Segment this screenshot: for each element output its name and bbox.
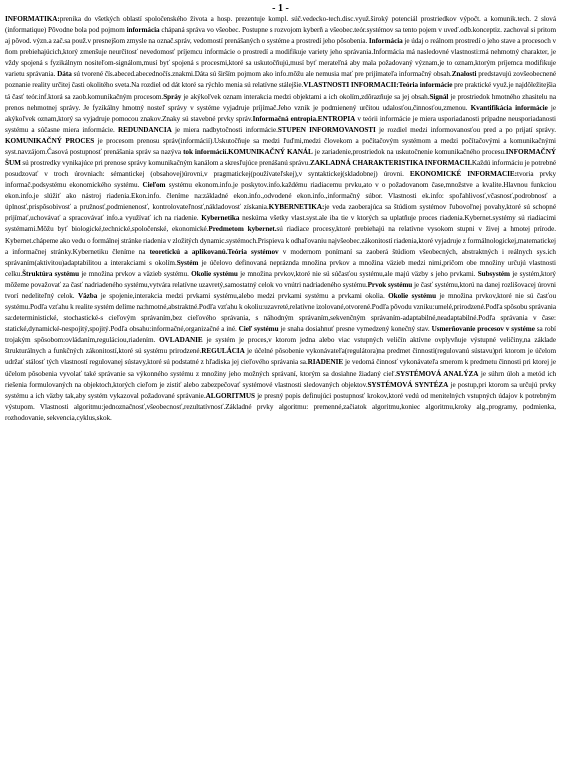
bold-term: REGULÁCIA: [201, 347, 245, 356]
bold-term: Systém: [176, 258, 199, 267]
text-run: pre praktické využ.je najdôležitejšia tá časť teór.inf.ktorá sa zaob.komunikačným procesom.: [5, 81, 556, 101]
bold-term: Okolie systému: [191, 269, 238, 278]
text-run: je postup,pri ktorom sa určujú prvky systému a ich väzby tak,aby systém vykazoval požadované správanie.: [5, 380, 557, 400]
bold-term: OVLADANIE: [159, 336, 203, 345]
bold-term: Informácia: [368, 37, 403, 46]
bold-term: Predmetom kybernet.: [208, 225, 277, 234]
text-run: predstavujú zovšeobecnené poznanie reality určitej časti okolitého sveta.Na rozdiel od dát ktoré sa rýchlo menia sú relatívne stálejšie.: [5, 70, 557, 90]
text-run: je procesom prenosu správ(informácií).Uskutočňuje sa medzi ľuďmi,medzi človekom a počítačovým systémom a medzi počítačovými a komunikačnými syst.navzájom.Časová postupnosť prenášania správ sa nazýva: [5, 136, 556, 156]
text-run: je účelné pôsobenie vykonávateľa(regulátora)na predmet činnosti(regulovanú sústavu)pri ktorom je účelom udržať stálosť tých vlastností regulovanej sústavy,ktoré sú podstatné z hľadiska jej cieľového správania sa.: [5, 347, 556, 367]
text-run: tvoria prvky informač.podsystému ekonomického systému.: [5, 170, 556, 190]
bold-term: INFORMAČNÝ ŠUM: [5, 147, 557, 168]
bold-term: STUPEN INFORMOVANOSTI: [277, 125, 376, 134]
bold-term: Prvok systému: [367, 280, 413, 289]
text-run: systému ekonom.info.je poskytov.info.každému riadiacemu prvku,ato v o požadovanom čase,množstve a kvalite.Hlavnou funkciou ekon.info.je slúžiť ako nástroj riadenia.Ekon.info. členíme na:základné ekon.info.,odvodené ekon.info.,informačný súbor. Vlastnosti ek.info: spoľahlivosť,včasnosť,podrobnosť a úplnosť,prispôsobivosť a pružnosť,podmienenosť, kontrolovateľnosť,nákladovosť získania.: [5, 181, 556, 212]
text-run: je spojenie,interakcia medzi prvkami systému,alebo medzi prvkami systému a prvkami okolia.: [97, 291, 389, 300]
bold-term: Dáta: [57, 70, 72, 79]
bold-term: ALGORITMUS: [205, 391, 255, 400]
text-run: je rozdiel medzi informovanosťou pred a po prijatí správy.: [375, 125, 556, 134]
text-run: Každú informáciu je potrebné posudzovať v troch úrovniach: sémantickej (obsahovej)úrovni,v pragmatickej(používateľskej),v syntaktickej(skladobnej) úrovni.: [5, 159, 557, 179]
bold-term: RIADENIE: [307, 358, 344, 367]
bold-term: Spráy: [163, 92, 182, 101]
text-run: sú riadiace procesy,ktoré prebiehajú na relatívne vysokom stupni v živej a hmotej prírode. Kybernet.chápeme ako vedu o formálnej stránke riadenia v zložitých dynamic.systémoch.Prispieva k odhaľovaniu najvšeobec.zákonitostí riadenia,ktoré vyjadruje z formálnologickej,matematickej a informačnej stránky.Kybernetiku členíme na: [5, 225, 556, 256]
text-run: je prostriedok hmotného zhasitelu na prenos nehmotnej správy. Je fyzikálny hmotný nosteľ správy v systéme vyjadruje príjímač.Jeho vznik je podmienený určitou udalosťou,činnosťou,zmenou.: [5, 92, 556, 112]
bold-term: Väzba: [77, 291, 98, 300]
bold-term: REDUNDANCIA: [117, 125, 172, 134]
text-run: je systém je proces,v ktorom jedna alebo viac vstupných veličín aktívne ovplyvňuje výstupné veličiny,na základe štrukturálnych a funkčných zákonitostí,ktoré sú systému prirodzené.: [5, 336, 556, 356]
text-run: je súhrn úloh a metód ich riešenia formulovaných na objektoch,ktorých cieľom je zistiť alebo zabezpečovať systémové vlastnosti sledovaných objektov.: [5, 369, 556, 389]
bold-term: SYSTÉMOVÁ ANALÝZA: [396, 369, 479, 378]
text-run: je časť systému,ktorú na danej rozlišovacej úrovni tvorí nedeliteľný celok.: [5, 280, 556, 300]
bold-term: Signál: [429, 92, 449, 101]
text-run: sa robí trojakým spôsobom:ovládaním,reguláciou,riadením.: [5, 325, 556, 345]
bold-term: KOMUNIKAČNÝ PROCES: [5, 136, 95, 145]
bold-term: Kybernetika: [201, 214, 240, 223]
text-run: je údaj o reálnom prostredí o jeho stave a procesoch v ňom prebiehajúcich,ktorý zmenšuje neurčitosť nevedomosť príjemcu informácie o prostredí a modifikuje variety jeho správania.Informácia má nasledovné vlastnosti:má nehmotný charakter, je vždy spojená s fyzikálnym nositeľom-signálom,musí byť spojená s procesmi,ktoré sa uskutočňujú,musí byť merateľná aby mala požadovaný význam,je to oznam,ktorým príjemca modifikuje varietu správania.: [5, 37, 556, 79]
text-run: je množina prvkov,ktoré nie sú súčasťou systému,ale majú väzby s jeho prvkami.: [237, 269, 478, 278]
paragraph: [5, 14, 556, 424]
text-run: je množina prvkov,ktoré nie sú časťou systému.Podľa vzťahu k realite systém delíme na:hmotné,abstraktné.Podľa vzťahu k okoliu:uzavreté,relatívne izolované,otvorené.Podľa pôvodu vzniku:umelé,prirodzené.Podľa spôsobu správania sa:deterministické, stochastické-s cieľovým správaním,bez cieľového správania, s náhodným správaním,sekvenčným správaním-adaptabilné,neadaptabilné.Podľa správania v čase: statické,dynamické-nespojitý,spojitý.Podľa obsahu:informačné,organizačné a iné.: [5, 291, 556, 334]
text-run: je systém,ktorý môžeme považovať za časť nadriadeného systému,vytvára relatívne uzavretý,samostatný celok vo vnútri nadriadeného systému.: [5, 269, 556, 289]
bold-term: teoretickú a aplikovanú.Teória systémov: [149, 247, 279, 256]
bold-term: Subsystém: [477, 269, 510, 278]
bold-term: INFORMATIKA:: [5, 15, 60, 23]
bold-term: Informačná entropia.ENTROPIA: [252, 114, 356, 123]
text-run: chápaná správa vo všeobec. Postupne s rozvojom kyberň a všeobec.teór.systémov sa tento pojem v uveď.odb.konceptiz. zachoval si pritom aj pôvod. význ.a zač.sa použ.v presnejšom zmysle na označ.správ, vedomostí prenášaných o systéme a prostredí jeho pôsobenia.: [5, 26, 556, 46]
bold-term: tok informácií.KOMUNIKAČNÝ KANÁL: [183, 147, 313, 156]
text-run: je účelovo definovaná nepráznda množina prvkov a množina väzieb medzi nimi,pričom obe množiny určujú vlastnosti celku.: [5, 258, 556, 278]
text-run: je zariadenie,prostriedok na uskutočnenie komunikačného procesu.: [312, 147, 506, 156]
text-run: je presný popis definujúci postupnosť krokov,ktoré vedú od menitelných vstupných údajov k potrebným výstupom. Vlastnosti algoritmu:jednoznačnosť,všeobecnosť,rezultatívnosť.Základné prvky algoritmu: premenné,začiatok algoritmu,koniec algoritmu,kroky alg.,programy, podmienka, rozhodovanie, sekvencia,cyklus,skok.: [5, 391, 556, 422]
bold-term: Štruktúra systému: [22, 269, 80, 278]
bold-term: Znalosti: [451, 70, 477, 79]
bold-term: SYSTÉMOVÁ SYNTÉZA: [367, 380, 449, 389]
text-run: je akýkoľvek oznam interakcia medzi objektami a ich okolím,zdôrazňuje sa jej obsah.: [181, 92, 430, 101]
bold-term: Cieľom: [142, 181, 166, 190]
bold-term: Okolie systému: [388, 291, 437, 300]
text-run: v teórii informácie je miera usporiadanosti prípadne neusporiadanosti systému a súčasne miera informácie.: [5, 114, 556, 134]
page-number: - 1 -: [272, 3, 289, 14]
text-run: je snaha dosiahnuť presne vymedzený konečný stav.: [278, 325, 432, 334]
text-run: je vedomá činnosť vykonávateľa smerom k predmetu činnosti pri ktorej je účelom pôsobenia vyvolať také správanie sa výkonného systému z množiny jeho možných správaní, ktorým sa dosiahne žiadaný cieľ.: [5, 358, 556, 378]
text-run: sú prostredky vynikajúce pri prenose správy komunikačným kanálom a skresľujúce prenášanú správu.: [20, 159, 310, 168]
bold-term: Cieľ systému: [238, 325, 279, 334]
text-run: je miera nadbytočnosti informácie.: [171, 125, 278, 134]
bold-term: VLASTNOSTI INFORMACII:Teória informácie: [303, 81, 453, 90]
text-run: je veda zaoberajúca sa štúdiom systémov ľubovoľnej povahy,ktoré sú schopné prijímať,uchovávať a spracovávať info.a využívať ich na riadenie.: [5, 203, 556, 223]
text-run: neskúma všetky vlast.syst.ale iba tie v ktorých sa uplatňuje proces riadenia.Kybernet.systémy sú riadiacimi systémami.Môžu byť biologické,technické,spoločenské, ekonomické.: [5, 214, 556, 234]
text-run: sú tvorené čís.abeced.abecednočís.znakmi.Dáta sú širším pojmom ako info.môžu ale nemusia mať pre prijímateľa informačný obsah.: [71, 70, 452, 79]
text-run: je množina prvkov a väzieb systému.: [79, 269, 192, 278]
text-run: v modernom ponímaní sa zaoberá štúdiom všeobecných, abstraktných i reálnych sys.ich správaním(aktivitou)adaptabilitou a interakciami s okolím.: [5, 247, 556, 267]
text-run: prenika do všetkých oblastí spoločenského života a hosp. prezentuje kompl. súč.vedecko-tech.disc.využ.široký potenciál prostriedkov výpočt. a komunik.tech. 2 slová (informatique) Pôvodne bola pod pojmom: [5, 15, 556, 35]
bold-term: Kvantifikácia informácie: [470, 103, 548, 112]
bold-term: informácia: [126, 26, 160, 35]
bold-term: ZAKLADNÁ CHARAKTERISTIKA INFORMACII.: [309, 159, 472, 168]
bold-term: EKONOMICKÉ INFORMACIE:: [409, 170, 518, 179]
bold-term: KYBERNETIKA:: [268, 203, 325, 212]
text-run: je akýkoľvek oznam,ktorý sa vyjadruje pomocou znakov.Znaky sú stavebné prvky správ.: [5, 103, 556, 123]
document-body: [5, 14, 556, 424]
bold-term: Usmerňovanie procesov v systéme: [431, 325, 535, 334]
